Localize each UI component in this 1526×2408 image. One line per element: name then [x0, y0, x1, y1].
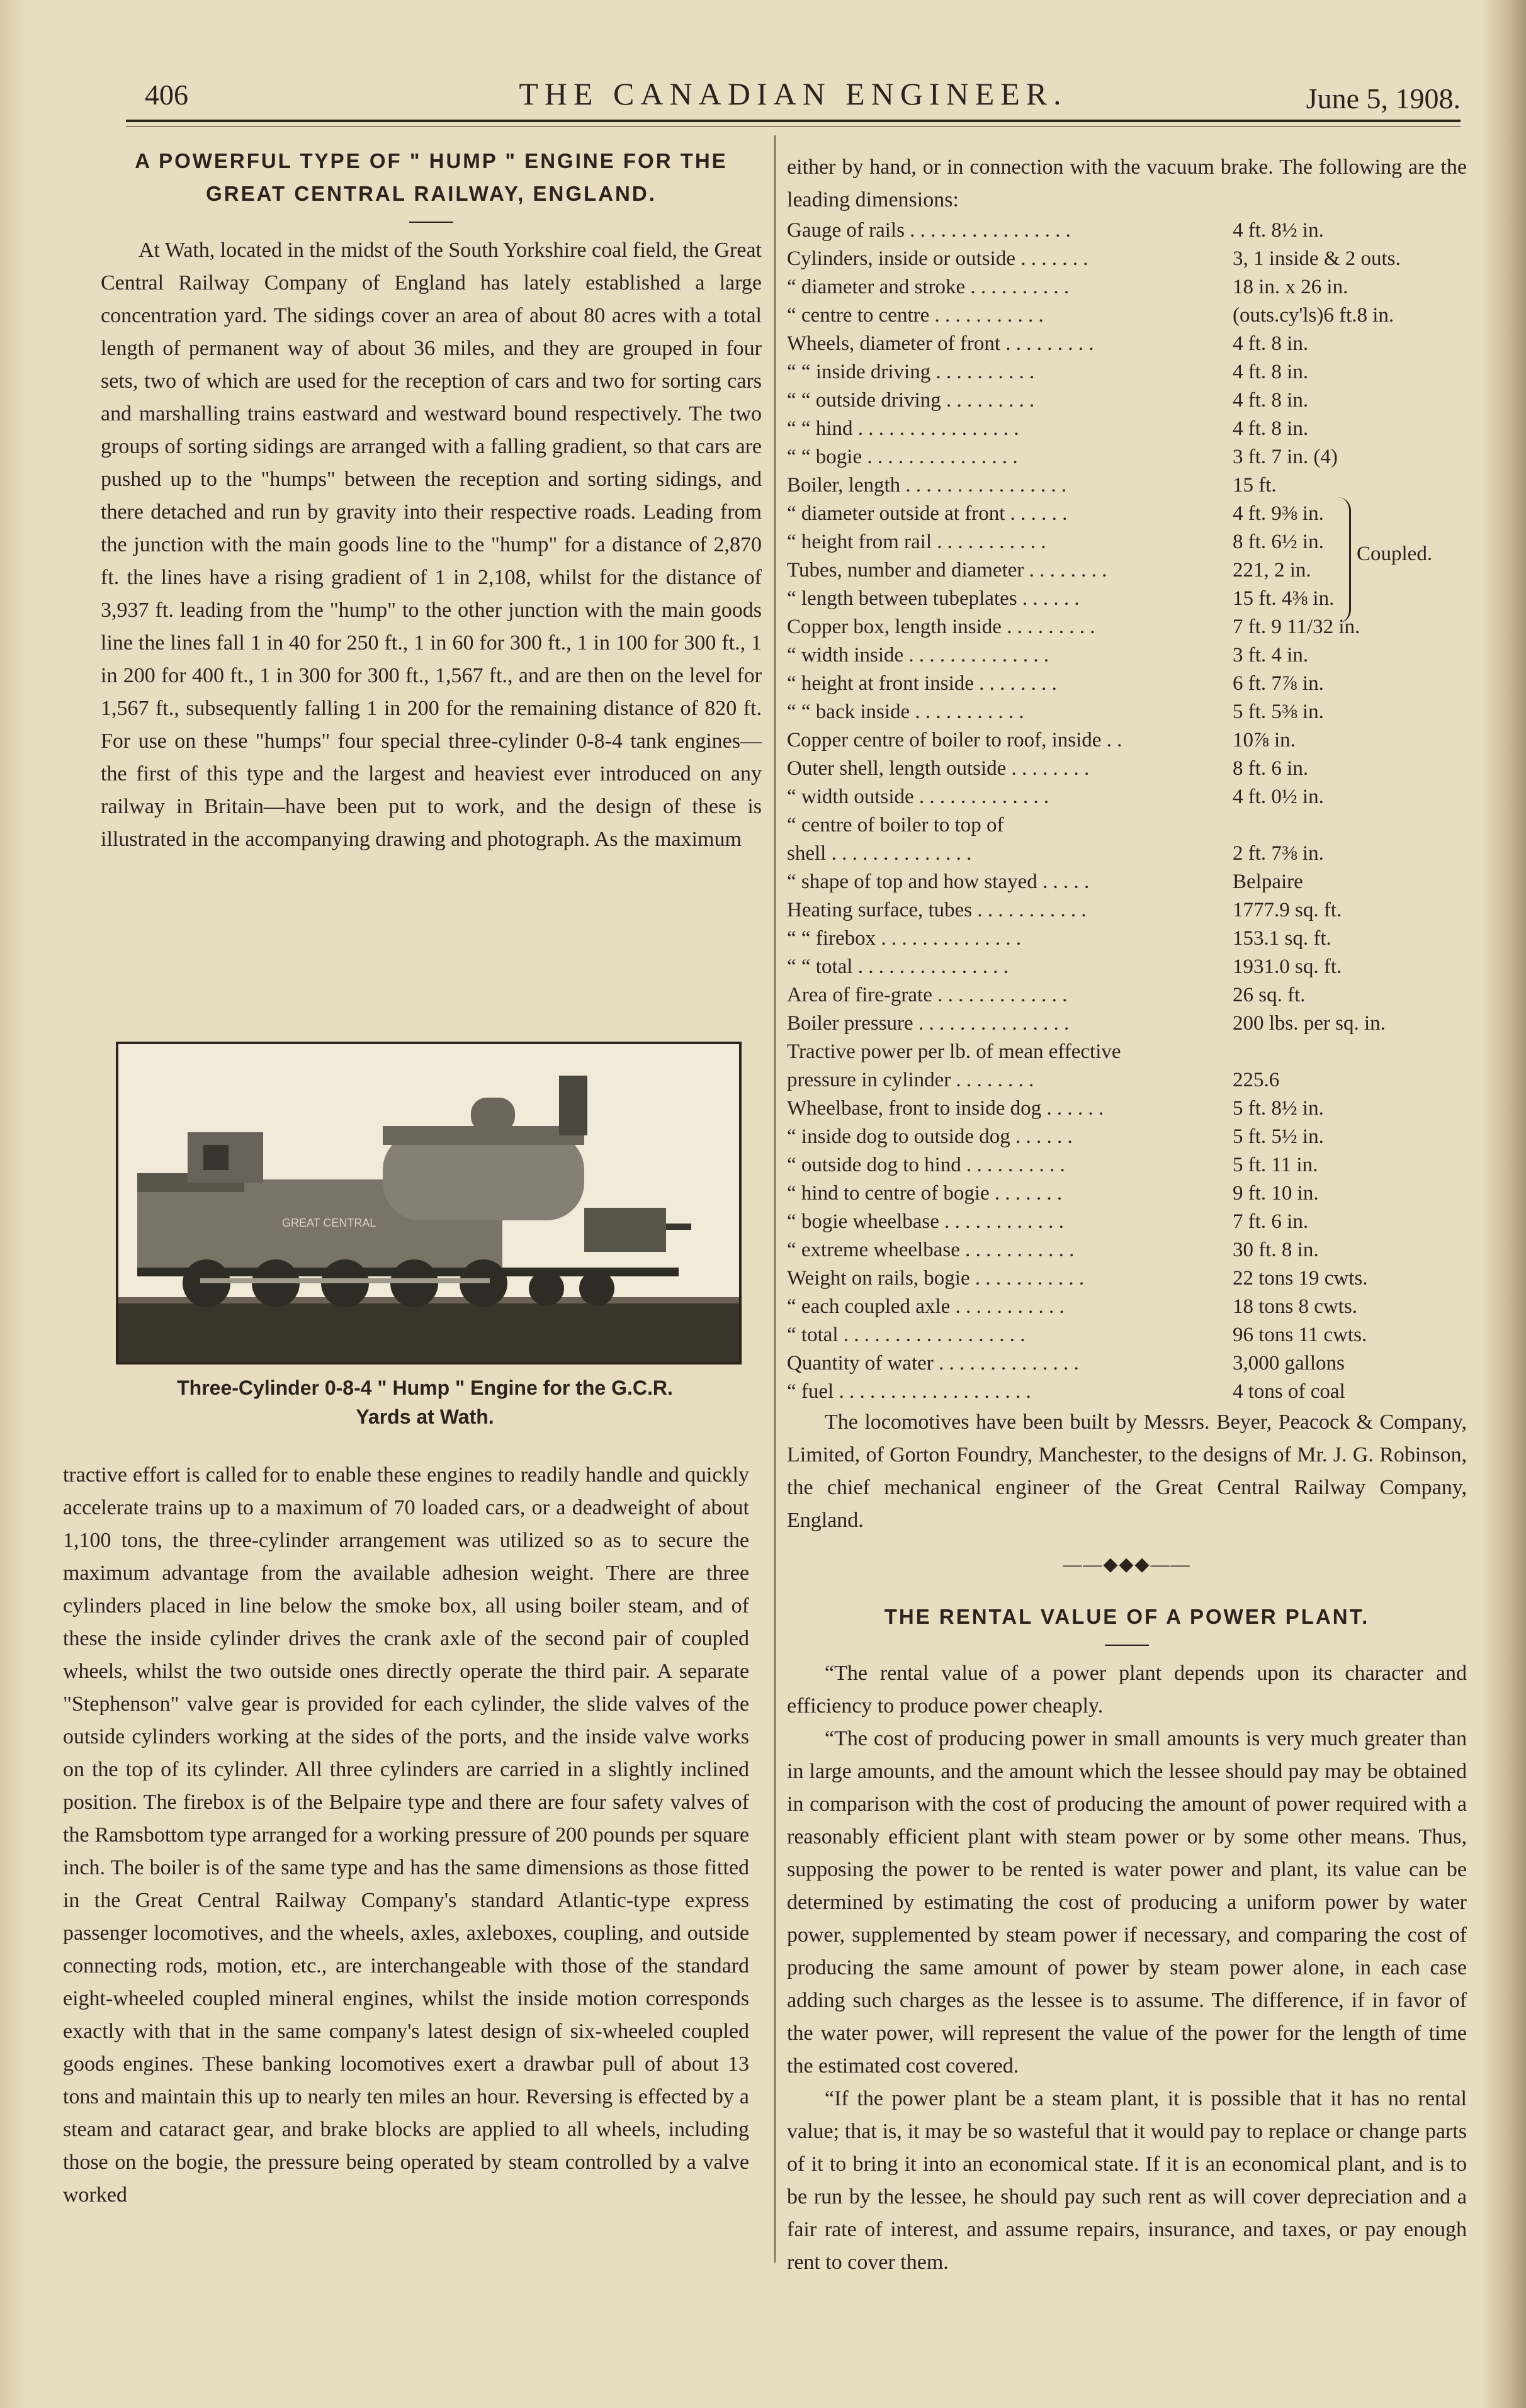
dimension-label: “ “ bogie . . . . . . . . . . . . . . . [787, 446, 1018, 468]
dimension-row [787, 1321, 1467, 1349]
dimension-value: 9 ft. 10 in. [1233, 1182, 1319, 1205]
dimension-label: “ centre to centre . . . . . . . . . . . [787, 304, 1044, 327]
dimension-label: “ height from rail . . . . . . . . . . . [787, 531, 1046, 553]
dimension-label: “ length between tubeplates . . . . . . [787, 587, 1080, 610]
article2-heading: THE RENTAL VALUE OF A POWER PLANT. [884, 1605, 1370, 1628]
article2-body [787, 1657, 1467, 2279]
article-paragraph: At Wath, located in the midst of the South Yorkshire coal field, the Great Central Railway Company of England has lately established a large concentration yard. The sidings cover an area of about 80 acres with a total length of permanent way of about 36 miles, and they are grouped in four sets, two of which are used for the reception of cars and two for sorting cars and marshalling trains eastward and westward bound respectively. The two groups of sorting sidings are arranged with a falling gradient, so that cars are pushed up to the "humps" between the reception and sorting sidings, and there detached and run by gravity into their respective roads. Leading from the junction with the main goods line to the "hump" for a distance of 2,870 ft. the lines have a rising gradient of 1 in 2,108, whilst for the distance of 3,937 ft. leading from the "hump" to the other junction with the main goods line the lines fall 1 in 40 for 250 ft., 1 in 60 for 300 ft., 1 in 100 for 300 ft., 1 in 200 for 400 ft., 1 in 300 for 300 ft., 1,567 ft., and are then on the level for 1,567 ft., subsequently falling 1 in 200 for the remaining distance of 820 ft. For use on these "humps" four special three-cylinder 0-8-4 tank engines—the first of this type and the largest and heaviest ever introduced on any railway in Britain—have been put to work, and the design of these is illustrated in the accompanying drawing and photograph. As the maximum [101, 239, 762, 851]
dimension-label: Heating surface, tubes . . . . . . . . . . . [787, 899, 1087, 921]
dimension-row [787, 471, 1467, 500]
article-heading-line2: GREAT CENTRAL RAILWAY, ENGLAND. [206, 182, 657, 205]
dimension-label: Boiler pressure . . . . . . . . . . . . . . . [787, 1012, 1070, 1035]
dimension-value: 8 ft. 6 in. [1233, 757, 1309, 780]
locomotive-photo [116, 1042, 742, 1364]
dimension-row [787, 925, 1467, 953]
article-closing-paragraph: The locomotives have been built by Messrs. Beyer, Peacock & Company, Limited, of Gorton Foundry, Manchester, to the designs of Mr. J. G. Robinson, the chief mechanical engineer of the Great Central Railway Company, England. [787, 1410, 1467, 1532]
dimension-label: Gauge of rails . . . . . . . . . . . . . . . . [787, 219, 1071, 242]
dimension-label: “ diameter and stroke . . . . . . . . . . [787, 276, 1070, 298]
dimension-row [787, 1378, 1467, 1406]
dimension-label: “ “ total . . . . . . . . . . . . . . . [787, 955, 1009, 978]
dimension-value: 153.1 sq. ft. [1233, 927, 1331, 950]
dimension-row [787, 641, 1467, 670]
dimension-value: 4 tons of coal [1233, 1380, 1345, 1403]
dimension-value: 96 tons 11 cwts. [1233, 1324, 1367, 1346]
dimension-label: “ “ outside driving . . . . . . . . . [787, 389, 1035, 412]
dimension-label: Tractive power per lb. of mean effective [787, 1040, 1121, 1063]
dimension-value: 5 ft. 8½ in. [1233, 1097, 1324, 1120]
dimension-value: 22 tons 19 cwts. [1233, 1267, 1368, 1290]
dimension-value: 7 ft. 6 in. [1233, 1210, 1309, 1233]
dimension-label: “ “ back inside . . . . . . . . . . . [787, 700, 1024, 723]
coupled-label: Coupled. [1357, 543, 1433, 565]
page-edge-shadow [0, 0, 25, 2408]
dimension-value: Belpaire [1233, 870, 1303, 893]
article2-paragraph: “If the power plant be a steam plant, it is possible that it has no rental value; that is, it may be so wasteful that it would pay to replace or change parts of it to bring it into an economical state. If it is an economical plant, and is to be run by the lessee, he should pay such rent as will cover depreciation and a fair rate of interest, and assume repairs, insurance, and taxes, or pay enough rent to cover them. [787, 2087, 1467, 2274]
dimension-row [787, 330, 1467, 358]
dimension-value: 6 ft. 7⅞ in. [1233, 672, 1324, 695]
dimension-row [787, 1349, 1467, 1378]
dimension-row [787, 811, 1467, 840]
dimension-value [1228, 1038, 1467, 1066]
journal-title: THE CANADIAN ENGINEER. [519, 76, 1068, 111]
dimension-value: 225.6 [1233, 1069, 1280, 1091]
dimension-value: 1777.9 sq. ft. [1233, 899, 1342, 921]
dimension-row [787, 443, 1467, 471]
dimension-label: Outer shell, length outside . . . . . . . . [787, 757, 1090, 780]
dimension-label: “ height at front inside . . . . . . . . [787, 672, 1057, 695]
dimension-row [787, 1208, 1467, 1236]
dimension-value: 5 ft. 5½ in. [1233, 1125, 1324, 1148]
article-heading [101, 145, 762, 210]
dimension-value: 10⅞ in. [1233, 729, 1296, 751]
article2-paragraph: “The rental value of a power plant depends upon its character and efficiency to produce power cheaply. [787, 1662, 1467, 1718]
dimension-label: “ centre of boiler to top of [787, 814, 1004, 836]
dimension-label: “ each coupled axle . . . . . . . . . . . [787, 1295, 1065, 1318]
dimension-row [787, 1236, 1467, 1264]
dimension-value: 4 ft. 8 in. [1233, 389, 1309, 412]
binding-gutter [1482, 0, 1526, 2408]
dimension-value [1228, 811, 1467, 840]
article-continuation: either by hand, or in connection with the vacuum brake. The following are the leading dimensions: [787, 155, 1467, 211]
dimension-row [787, 1123, 1467, 1151]
dimension-row [787, 868, 1467, 896]
article-paragraph: tractive effort is called for to enable these engines to readily handle and quickly accelerate trains up to a maximum of 70 loaded cars, or a deadweight of about 1,100 tons, the three-cylinder arrangement was utilized so as to secure the maximum advantage from the available adhesion weight. There are three cylinders placed in line below the smoke box, all using boiler steam, and of these the inside cylinder drives the crank axle of the second pair of coupled wheels, whilst the two outside ones directly operate the third pair. A separate "Stephenson" valve gear is provided for each cylinder, the slide valves of the outside cylinders working at the sides of the ports, and the inside valve works on the top of its cylinder. All three cylinders are carried in a slightly inclined position. The firebox is of the Belpaire type and there are four safety valves of the Ramsbottom type arranged for a working pressure of 200 pounds per square inch. The boiler is of the same type and has the same dimensions as those fitted in the Great Central Railway Company's standard Atlantic-type express passenger locomotives, and the wheels, axles, axleboxes, coupling, and outside connecting rods, motion, etc., are interchangeable with those of the standard eight-wheeled coupled mineral engines, whilst the inside motion corresponds exactly with that in the same company's latest design of six-wheeled coupled goods engines. These banking locomotives exert a drawbar pull of about 13 tons and maintain this up to nearly ten miles an hour. Reversing is effected by a steam and cataract gear, and brake blocks are applied to all wheels, including those on the bogie, the pressure being operated by steam controlled by a valve worked [63, 1463, 749, 2207]
dimension-label: “ extreme wheelbase . . . . . . . . . . . [787, 1239, 1075, 1261]
dimension-row [787, 217, 1467, 245]
dimension-label: “ “ firebox . . . . . . . . . . . . . . [787, 927, 1022, 950]
dimension-label: “ inside dog to outside dog . . . . . . [787, 1125, 1073, 1148]
dimension-label: “ “ hind . . . . . . . . . . . . . . . . [787, 417, 1019, 440]
dimension-row [787, 415, 1467, 443]
dimension-row [787, 358, 1467, 386]
dimension-label: Area of fire-grate . . . . . . . . . . . . . [787, 984, 1068, 1006]
dimension-value: 30 ft. 8 in. [1233, 1239, 1319, 1261]
header-rule-thin [126, 126, 1461, 127]
dimension-value: 3, 1 inside & 2 outs. [1233, 247, 1401, 270]
running-header [126, 69, 1461, 120]
dimension-value: 26 sq. ft. [1233, 984, 1306, 1006]
dimension-value: 18 tons 8 cwts. [1233, 1295, 1357, 1318]
dimension-row [787, 698, 1467, 726]
dimension-label: Copper centre of boiler to roof, inside . . [787, 729, 1122, 751]
dimension-value: 15 ft. 4⅜ in. [1233, 587, 1335, 610]
dimension-row [787, 1264, 1467, 1293]
dimension-value: 4 ft. 9⅜ in. [1233, 502, 1324, 525]
dimension-value: 3,000 gallons [1233, 1352, 1345, 1375]
dimension-row [787, 953, 1467, 981]
dimension-row [787, 273, 1467, 301]
article-hump-engine-part3 [787, 151, 1467, 2279]
dimension-row [787, 1151, 1467, 1179]
dimension-label: Wheels, diameter of front . . . . . . . . . [787, 332, 1094, 355]
dimension-label: “ width outside . . . . . . . . . . . . . [787, 785, 1049, 808]
article-hump-engine-part1 [101, 145, 762, 856]
locomotive-illustration [118, 1044, 739, 1362]
dimension-label: Tubes, number and diameter . . . . . . . . [787, 559, 1107, 582]
dimension-row [787, 726, 1467, 755]
dimension-label: “ bogie wheelbase . . . . . . . . . . . . [787, 1210, 1064, 1233]
dimension-row [787, 1094, 1467, 1123]
dimension-label: “ hind to centre of bogie . . . . . . . [787, 1182, 1063, 1205]
dimension-label: “ total . . . . . . . . . . . . . . . . . . [787, 1324, 1026, 1346]
dimension-value: 3 ft. 4 in. [1233, 644, 1309, 667]
dimension-row [787, 1179, 1467, 1208]
header-rule [126, 120, 1461, 122]
dimension-label: Weight on rails, bogie . . . . . . . . . . . [787, 1267, 1085, 1290]
dimension-row [787, 1293, 1467, 1321]
dimension-row [787, 840, 1467, 868]
dimension-row [787, 1066, 1467, 1094]
dimension-value: 7 ft. 9 11/32 in. [1233, 616, 1360, 638]
dimension-value: 18 in. x 26 in. [1233, 276, 1348, 298]
dimension-value: 200 lbs. per sq. in. [1233, 1012, 1386, 1035]
dimension-row [787, 670, 1467, 698]
dimension-label: “ “ inside driving . . . . . . . . . . [787, 361, 1035, 383]
dimension-value: 4 ft. 8 in. [1233, 361, 1309, 383]
dimension-row [787, 301, 1467, 330]
dimension-label: “ outside dog to hind . . . . . . . . . . [787, 1154, 1065, 1176]
dimension-row [787, 386, 1467, 415]
page-number: 406 [145, 79, 188, 111]
dimension-label: “ diameter outside at front . . . . . . [787, 502, 1068, 525]
dimension-value: 5 ft. 11 in. [1233, 1154, 1318, 1176]
heading-rule [1105, 1645, 1149, 1646]
dimension-value: (outs.cy'ls)6 ft.8 in. [1233, 304, 1394, 327]
dimension-label: shell . . . . . . . . . . . . . . [787, 842, 972, 865]
photo-caption-line1: Three-Cylinder 0-8-4 " Hump " Engine for the G.C.R. [177, 1376, 673, 1399]
photo-lettering: GREAT CENTRAL [282, 1217, 376, 1229]
dimension-value: 4 ft. 0½ in. [1233, 785, 1324, 808]
dimension-label: Boiler, length . . . . . . . . . . . . . . . . [787, 474, 1067, 497]
dimension-value: 1931.0 sq. ft. [1233, 955, 1342, 978]
dimension-value: 4 ft. 8½ in. [1233, 219, 1324, 242]
dimension-label: pressure in cylinder . . . . . . . . [787, 1069, 1034, 1091]
dimension-value: 221, 2 in. [1233, 559, 1311, 582]
dimension-label: “ shape of top and how stayed . . . . . [787, 870, 1090, 893]
brace [1338, 497, 1351, 623]
dimension-value: 4 ft. 8 in. [1233, 417, 1309, 440]
dimension-label: “ fuel . . . . . . . . . . . . . . . . . . . [787, 1380, 1031, 1403]
dimension-label: Wheelbase, front to inside dog . . . . . . [787, 1097, 1104, 1120]
dimension-row [787, 755, 1467, 783]
heading-rule [409, 222, 453, 223]
dimension-label: Quantity of water . . . . . . . . . . . . . . [787, 1352, 1079, 1375]
issue-date: June 5, 1908. [1306, 82, 1461, 115]
photo-caption [94, 1373, 755, 1431]
dimension-value: 5 ft. 5⅜ in. [1233, 700, 1324, 723]
dimension-row [787, 783, 1467, 811]
dimension-value: 3 ft. 7 in. (4) [1233, 446, 1338, 468]
article-heading-line1: A POWERFUL TYPE OF " HUMP " ENGINE FOR THE [135, 149, 728, 172]
dimension-label: Cylinders, inside or outside . . . . . . . [787, 247, 1088, 270]
dimension-row [787, 1038, 1467, 1066]
dimension-label: “ width inside . . . . . . . . . . . . . . [787, 644, 1049, 667]
section-ornament: ——◆◆◆—— [1063, 1554, 1191, 1575]
dimension-row [787, 1010, 1467, 1038]
dimensions-block [787, 217, 1467, 1406]
dimension-value: 2 ft. 7⅜ in. [1233, 842, 1324, 865]
dimension-row [787, 896, 1467, 925]
dimension-value: 4 ft. 8 in. [1233, 332, 1309, 355]
dimension-label: Copper box, length inside . . . . . . . . . [787, 616, 1095, 638]
column-divider [774, 135, 776, 2263]
dimensions-table [787, 217, 1467, 1406]
coupled-brace-group [1338, 497, 1464, 623]
article-hump-engine-part2 [63, 1459, 749, 2212]
dimension-row [787, 981, 1467, 1010]
dimension-value: 15 ft. [1233, 474, 1277, 497]
article2-paragraph: “The cost of producing power in small amounts is very much greater than in large amounts, and the amount which the lessee should pay may be obtained in comparison with the cost of producing the amount of power required with a reasonably efficient plant with steam power or by some other means. Thus, supposing the power to be rented is water power and plant, its value can be determined by estimating the cost of producing a uniform power by water power, supplemented by steam power if necessary, and comparing the cost of producing the same amount of power by steam power alone, in each case adding such charges as the lessee is to assume. The difference, if in favor of the water power, will represent the value of the power for the length of time the estimated cost covered. [787, 1727, 1467, 2078]
photo-caption-line2: Yards at Wath. [356, 1405, 494, 1428]
dimension-row [787, 245, 1467, 273]
dimension-value: 8 ft. 6½ in. [1233, 531, 1324, 553]
